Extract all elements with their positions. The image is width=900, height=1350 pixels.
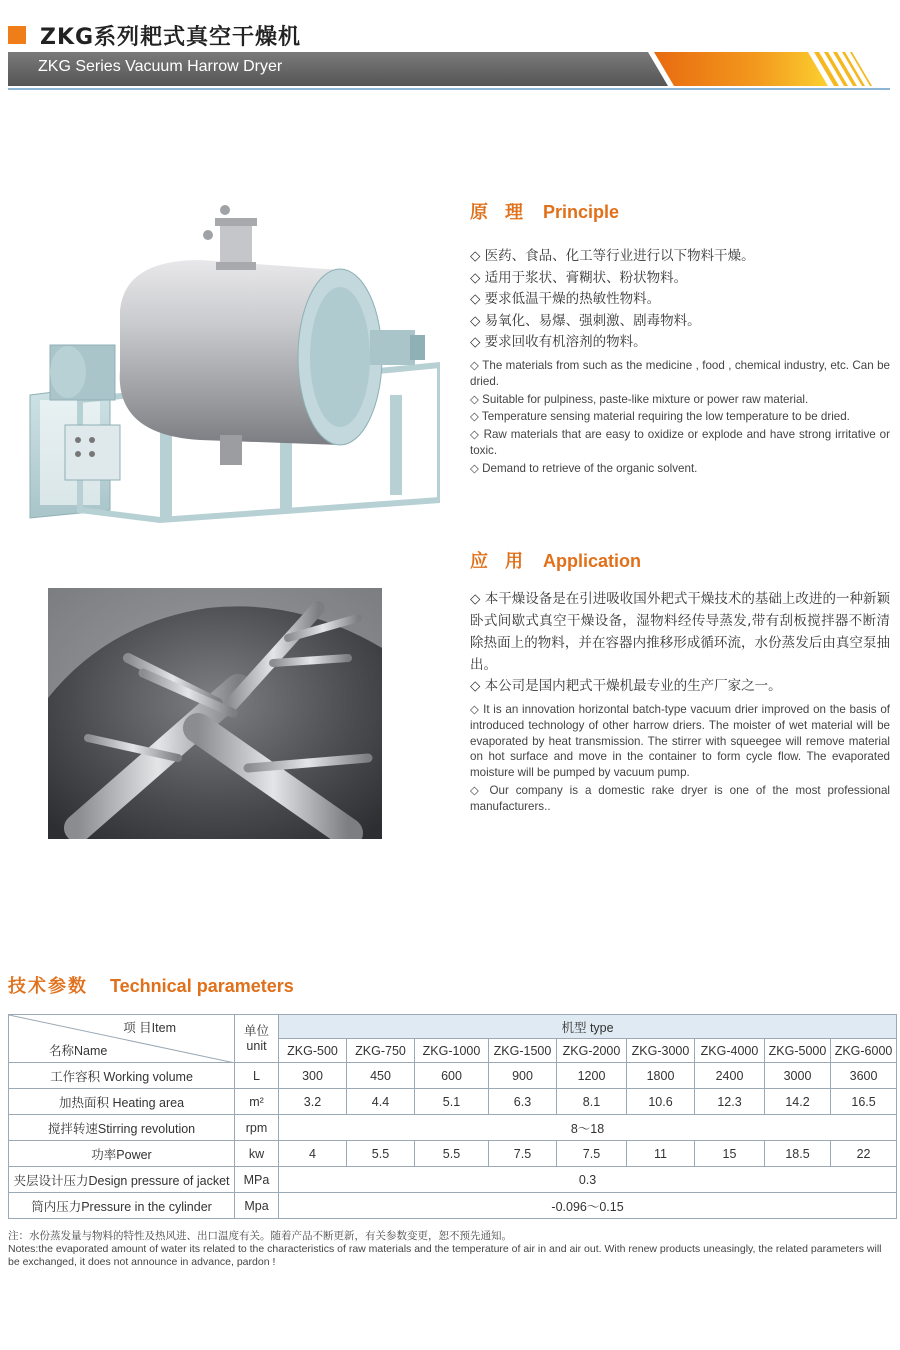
list-item: ◇ Suitable for pulpiness, paste-like mixture or power raw material.: [470, 392, 809, 406]
principle-en-list: [470, 358, 890, 479]
notes: [8, 1230, 888, 1269]
table-cell: 3000: [765, 1063, 831, 1089]
header-divider: [8, 88, 890, 90]
row-label: 加热面积 Heating area: [9, 1089, 235, 1115]
model-header: ZKG-500: [279, 1039, 347, 1063]
row-unit: L: [235, 1063, 279, 1089]
table-row: [9, 1115, 897, 1141]
corner-name-label: 名称Name: [49, 1044, 108, 1058]
machine-photo: [20, 200, 440, 530]
list-item: ◇ 要求回收有机溶剂的物料。: [470, 334, 647, 350]
table-row: [9, 1141, 897, 1167]
list-item: ◇ 易氧化、易爆、强刺激、剧毒物料。: [470, 312, 701, 329]
list-item: ◇ The materials from such as the medicine , food , chemical industry, etc. Can be dried.: [470, 359, 890, 388]
list-item: ◇ 要求低温干燥的热敏性物料。: [470, 291, 661, 307]
principle-cn-list: [470, 246, 755, 354]
application-cn-para-2: ◇ 本公司是国内耙式干燥机最专业的生产厂家之一。: [470, 678, 782, 694]
table-cell: 2400: [695, 1063, 765, 1089]
list-item: ◇ It is an innovation horizontal batch-type vacuum drier improved on the basis of introduced technology of other harrow driers. The moister of wet material will be evaporated by heat transmission. The stirrer with squeegee will remove material on hot surface and move in the container to form cycle flow. The evaporated moisture will be pumped by vacuum pump.: [470, 703, 890, 780]
table-cell: 5.5: [415, 1141, 489, 1167]
table-cell: 7.5: [489, 1141, 557, 1167]
row-label: 夹层设计压力Design pressure of jacket: [9, 1167, 235, 1193]
table-cell: 18.5: [765, 1141, 831, 1167]
list-item: ◇ Temperature sensing material requiring the low temperature to be dried.: [470, 410, 850, 424]
table-cell: 4.4: [347, 1089, 415, 1115]
table-cell-span: 8～18: [279, 1115, 897, 1141]
notes-cn: 注：水份蒸发量与物料的特性及热风进、出口温度有关。随着产品不断更新，有关参数变更，恕不预先通知。: [8, 1230, 512, 1242]
row-label: 筒内压力Pressure in the cylinder: [9, 1193, 235, 1219]
application-title: [470, 547, 641, 573]
model-header: ZKG-750: [347, 1039, 415, 1063]
tech-title-en: Technical parameters: [110, 976, 294, 996]
table-cell: 14.2: [765, 1089, 831, 1115]
unit-header-en: unit: [246, 1038, 267, 1053]
type-header: 机型 type: [279, 1015, 897, 1039]
row-label: 搅拌转速Stirring revolution: [9, 1115, 235, 1141]
row-unit: MPa: [235, 1167, 279, 1193]
principle-title: [470, 198, 619, 224]
principle-title-en: Principle: [543, 202, 620, 222]
table-cell: 3.2: [279, 1089, 347, 1115]
model-header: ZKG-5000: [765, 1039, 831, 1063]
table-cell: 12.3: [695, 1089, 765, 1115]
row-unit: Mpa: [235, 1193, 279, 1219]
model-header: ZKG-3000: [627, 1039, 695, 1063]
application-title-cn: 应 用: [470, 551, 530, 571]
row-label: 功率Power: [9, 1141, 235, 1167]
application-title-en: Application: [543, 551, 642, 571]
table-cell: 900: [489, 1063, 557, 1089]
model-header: ZKG-1500: [489, 1039, 557, 1063]
unit-header: [235, 1015, 279, 1063]
table-cell: 11: [627, 1141, 695, 1167]
table-cell: 1200: [557, 1063, 627, 1089]
table-cell: 5.1: [415, 1089, 489, 1115]
table-cell: 4: [279, 1141, 347, 1167]
table-row: [9, 1063, 897, 1089]
list-item: ◇ Raw materials that are easy to oxidize or explode and have strong irritative or toxic.: [470, 428, 890, 457]
table-cell: 15: [695, 1141, 765, 1167]
row-unit: rpm: [235, 1115, 279, 1141]
application-en-list: [470, 702, 890, 817]
list-item: ◇ Demand to retrieve of the organic solvent.: [470, 461, 698, 475]
table-cell: 6.3: [489, 1089, 557, 1115]
table-corner-header: [9, 1015, 235, 1063]
parameters-table: [8, 1014, 897, 1219]
table-cell: 600: [415, 1063, 489, 1089]
table-cell: 10.6: [627, 1089, 695, 1115]
list-item: ◇ 医药、食品、化工等行业进行以下物料干燥。: [470, 248, 755, 264]
list-item: ◇ 适用于浆状、膏糊状、粉状物料。: [470, 269, 688, 286]
table-cell: 5.5: [347, 1141, 415, 1167]
table-cell: 8.1: [557, 1089, 627, 1115]
model-header: ZKG-1000: [415, 1039, 489, 1063]
page-title-en: ZKG Series Vacuum Harrow Dryer: [38, 58, 283, 75]
model-header: ZKG-4000: [695, 1039, 765, 1063]
table-row: [9, 1089, 897, 1115]
table-cell: 300: [279, 1063, 347, 1089]
notes-en: Notes:the evaporated amount of water its related to the characteristics of raw materials and the temperature of air in and air out. With renew products uneasingly, the related parameters will be exchanged, it does not announce in advance, pardon !: [8, 1243, 882, 1268]
row-unit: m²: [235, 1089, 279, 1115]
table-cell: 7.5: [557, 1141, 627, 1167]
table-cell-span: -0.096～0.15: [279, 1193, 897, 1219]
model-header: ZKG-6000: [831, 1039, 897, 1063]
table-row: [9, 1193, 897, 1219]
interior-photo: [48, 588, 382, 839]
tech-title-cn: 技术参数: [8, 976, 88, 996]
tech-title: [8, 972, 294, 998]
page-title-cn: ZKG系列耙式真空干燥机: [40, 25, 302, 50]
row-label: 工作容积 Working volume: [9, 1063, 235, 1089]
header-accent-square: [8, 26, 26, 44]
model-header: ZKG-2000: [557, 1039, 627, 1063]
table-cell: 1800: [627, 1063, 695, 1089]
row-unit: kw: [235, 1141, 279, 1167]
principle-title-cn: 原 理: [470, 202, 530, 222]
table-cell: 450: [347, 1063, 415, 1089]
table-cell: 16.5: [831, 1089, 897, 1115]
corner-item-label: 项 目Item: [123, 1021, 176, 1035]
table-cell-span: 0.3: [279, 1167, 897, 1193]
table-row: [9, 1167, 897, 1193]
table-cell: 22: [831, 1141, 897, 1167]
unit-header-cn: 单位: [243, 1023, 269, 1038]
list-item: ◇ Our company is a domestic rake dryer is one of the most professional manufacturers..: [470, 783, 890, 813]
table-cell: 3600: [831, 1063, 897, 1089]
application-cn-para-1: ◇ 本干燥设备是在引进吸收国外耙式干燥技术的基础上改进的一种新颖卧式间歇式真空干燥设备，湿物料经传导蒸发,带有刮板搅拌器不断清除热面上的物料，并在容器内推移形成循环流，水份蒸发后由真空泵抽出。: [470, 591, 890, 673]
